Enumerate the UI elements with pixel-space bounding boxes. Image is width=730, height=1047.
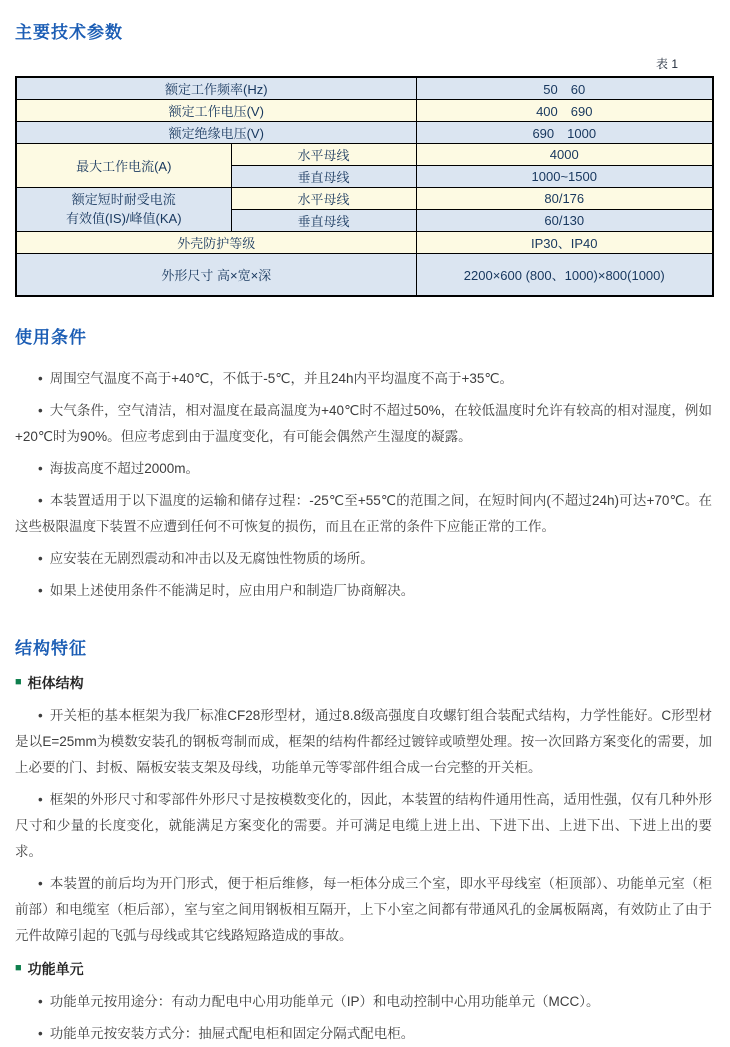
list-item — [15, 989, 712, 1015]
list-item-text: 功能单元按用途分：有动力配电中心用功能单元（IP）和电动控制中心用功能单元（MCC）。 — [49, 993, 600, 1009]
list-item-text: 周围空气温度不高于+40℃，不低于-5℃，并且24h内平均温度不高于+35℃。 — [49, 370, 514, 386]
param-label — [16, 188, 231, 232]
list-item — [15, 787, 712, 865]
param-value: 4000 — [416, 144, 713, 166]
param-label-line2: 有效值(IS)/峰值(KA) — [65, 210, 182, 226]
bullet-icon: • — [38, 550, 43, 566]
param-label: 外形尺寸 高×宽×深 — [16, 254, 416, 296]
param-label: 最大工作电流(A) — [16, 144, 231, 188]
bullet-icon: • — [38, 492, 43, 508]
bullet-icon: • — [38, 875, 43, 891]
param-value: IP30、IP40 — [416, 232, 713, 254]
table-caption: 表 1 — [655, 57, 678, 71]
table-row — [16, 122, 713, 144]
page-title: 主要技术参数 — [15, 23, 123, 42]
list-item — [15, 703, 712, 781]
param-value: 80/176 — [416, 188, 713, 210]
list-item — [15, 488, 712, 540]
table-row — [16, 100, 713, 122]
list-item — [15, 1021, 712, 1047]
list-item-text: 本装置适用于以下温度的运输和储存过程：-25℃至+55℃的范围之间，在短时间内(不超过24h)可达+70℃。在这些极限温度下装置不应遭到任何不可恢复的损伤，而且在正常的条件下应能正常的工作。 — [15, 492, 712, 534]
param-label: 额定工作电压(V) — [16, 100, 416, 122]
subsection-functional-unit — [15, 959, 712, 979]
bullet-icon: • — [38, 707, 43, 723]
table-row — [16, 232, 713, 254]
table-row — [16, 144, 713, 166]
list-item-text: 大气条件，空气清洁，相对温度在最高温度为+40℃时不超过50%，在较低温度时允许有较高的相对湿度，例如+20℃时为90%。但应考虑到由于温度变化，有可能会偶然产生湿度的凝露。 — [15, 402, 712, 444]
list-item — [15, 546, 712, 572]
list-item — [15, 366, 712, 392]
param-sublabel: 水平母线 — [231, 188, 416, 210]
list-item — [15, 456, 712, 482]
section-usage-heading: 使用条件 — [15, 327, 87, 347]
list-item-text: 功能单元按安装方式分：抽屉式配电柜和固定分隔式配电柜。 — [49, 1025, 415, 1041]
param-label: 外壳防护等级 — [16, 232, 416, 254]
list-item — [15, 578, 712, 604]
square-bullet-icon: ■ — [15, 962, 22, 974]
subsection-title: 功能单元 — [27, 960, 84, 977]
table-row — [16, 188, 713, 210]
bullet-icon: • — [38, 370, 43, 386]
table-row — [16, 77, 713, 100]
table-row — [16, 254, 713, 296]
param-value: 50 60 — [416, 77, 713, 100]
subsection-title: 柜体结构 — [27, 674, 84, 691]
subsection-cabinet-structure — [15, 673, 712, 693]
bullet-icon: • — [38, 993, 43, 1009]
bullet-icon: • — [38, 402, 43, 418]
param-value: 2200×600 (800、1000)×800(1000) — [416, 254, 713, 296]
list-item — [15, 398, 712, 450]
param-value: 1000~1500 — [416, 166, 713, 188]
bullet-icon: • — [38, 460, 43, 476]
param-value: 400 690 — [416, 100, 713, 122]
param-value: 60/130 — [416, 210, 713, 232]
param-sublabel: 垂直母线 — [231, 210, 416, 232]
list-item-text: 如果上述使用条件不能满足时，应由用户和制造厂协商解决。 — [49, 582, 415, 598]
list-item-text: 应安装在无剧烈震动和冲击以及无腐蚀性物质的场所。 — [49, 550, 374, 566]
param-label: 额定绝缘电压(V) — [16, 122, 416, 144]
list-item-text: 开关柜的基本框架为我厂标准CF28形型材，通过8.8级高强度自攻螺钉组合装配式结构，力学性能好。C形型材是以E=25mm为模数安装孔的钢板弯制而成，框架的结构件都经过镀锌或喷塑处理。按一次回路方案变化的需要，加上必要的门、封板、隔板安装支架及母线，功能单元等零部件组合成一台完整的开关柜。 — [15, 707, 712, 775]
param-sublabel: 垂直母线 — [231, 166, 416, 188]
list-item-text: 海拔高度不超过2000m。 — [49, 460, 200, 476]
param-label: 额定工作频率(Hz) — [16, 77, 416, 100]
list-item-text: 框架的外形尺寸和零部件外形尺寸是按模数变化的，因此，本装置的结构件通用性高，适用性强，仅有几种外形尺寸和少量的长度变化，就能满足方案变化的需要。并可满足电缆上进上出、下进下出、上进下出、下进上出的要求。 — [15, 791, 712, 859]
param-label-line1: 额定短时耐受电流 — [71, 191, 176, 207]
param-value: 690 1000 — [416, 122, 713, 144]
list-item — [15, 871, 712, 949]
spec-table — [15, 76, 714, 297]
bullet-icon: • — [38, 791, 43, 807]
param-sublabel: 水平母线 — [231, 144, 416, 166]
square-bullet-icon: ■ — [15, 676, 22, 688]
list-item-text: 本装置的前后均为开门形式，便于柜后维修，每一柜体分成三个室，即水平母线室（柜顶部）、功能单元室（柜前部）和电缆室（柜后部），室与室之间用钢板相互隔开，上下小室之间都有带通风孔的金属板隔离，有效防止了由于元件故障引起的飞弧与母线或其它线路短路造成的事故。 — [15, 875, 712, 943]
bullet-icon: • — [38, 1025, 43, 1041]
section-structure-heading: 结构特征 — [15, 638, 87, 658]
bullet-icon: • — [38, 582, 43, 598]
